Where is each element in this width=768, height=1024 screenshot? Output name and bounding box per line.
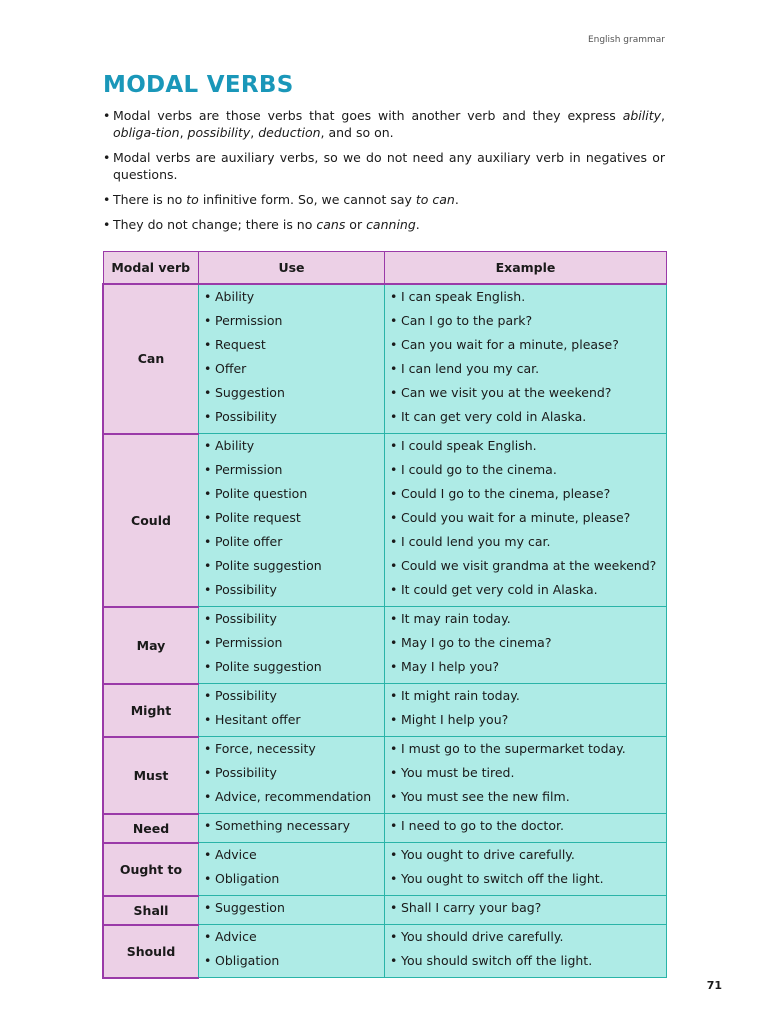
example-item: • Can I go to the park? [390, 311, 666, 335]
example-cell [385, 737, 667, 814]
example-item: • I need to go to the doctor. [390, 816, 666, 840]
use-cell [199, 684, 385, 737]
example-item: • I must go to the supermarket today. [390, 739, 666, 763]
example-item: • I could lend you my car. [390, 532, 666, 556]
table-row [103, 434, 667, 607]
example-item: • You must be tired. [390, 763, 666, 787]
table-row [103, 607, 667, 684]
use-item: • Something necessary [204, 816, 384, 840]
example-item: • May I go to the cinema? [390, 633, 666, 657]
example-item: • You should switch off the light. [390, 951, 666, 975]
use-list [199, 607, 384, 683]
example-list [385, 607, 666, 683]
modal-verb-cell: Might [103, 684, 199, 737]
use-item: • Advice, recommendation [204, 787, 384, 811]
page-title: MODAL VERBS [103, 72, 294, 98]
modal-verb-cell: Can [103, 284, 199, 434]
example-item: • Could we visit grandma at the weekend? [390, 556, 666, 580]
example-item: • You should drive carefully. [390, 927, 666, 951]
use-item: • Ability [204, 436, 384, 460]
use-item: • Possibility [204, 407, 384, 431]
use-item: • Polite offer [204, 532, 384, 556]
example-cell [385, 434, 667, 607]
example-cell [385, 843, 667, 896]
example-item: • Can we visit you at the weekend? [390, 383, 666, 407]
intro-emphasis: possibility [187, 125, 251, 140]
example-list [385, 814, 666, 842]
modal-verb-cell: Must [103, 737, 199, 814]
modal-verb-cell: Could [103, 434, 199, 607]
modal-verb-cell: Should [103, 925, 199, 978]
table-row [103, 284, 667, 434]
use-item: • Possibility [204, 580, 384, 604]
example-item: • You ought to drive carefully. [390, 845, 666, 869]
use-item: • Advice [204, 845, 384, 869]
table-row [103, 737, 667, 814]
use-item: • Ability [204, 287, 384, 311]
example-cell [385, 925, 667, 978]
use-item: • Permission [204, 460, 384, 484]
use-item: • Permission [204, 633, 384, 657]
table-body [103, 284, 667, 978]
intro-text: They do not change; there is no [113, 217, 317, 232]
example-item: • Could I go to the cinema, please? [390, 484, 666, 508]
use-cell [199, 814, 385, 843]
intro-bullet [103, 107, 665, 141]
example-cell [385, 284, 667, 434]
running-header: English grammar [587, 35, 665, 45]
example-cell [385, 684, 667, 737]
use-item: • Obligation [204, 951, 384, 975]
example-item: • It can get very cold in Alaska. [390, 407, 666, 431]
intro-text: or [345, 217, 367, 232]
intro-emphasis: to [186, 192, 199, 207]
use-cell [199, 434, 385, 607]
use-list [199, 737, 384, 813]
modal-verbs-table [102, 251, 667, 979]
use-item: • Request [204, 335, 384, 359]
use-item: • Possibility [204, 763, 384, 787]
intro-text: Modal verbs are auxiliary verbs, so we do not need any auxiliary verb in negatives or questions. [113, 150, 665, 182]
use-list [199, 285, 384, 433]
intro-text: infinitive form. So, we cannot say [198, 192, 416, 207]
table-row [103, 843, 667, 896]
use-list [199, 896, 384, 924]
intro-emphasis: obliga-tion [113, 125, 180, 140]
intro-bullet [103, 191, 665, 208]
modal-verb-cell: Ought to [103, 843, 199, 896]
use-item: • Offer [204, 359, 384, 383]
use-item: • Suggestion [204, 383, 384, 407]
use-item: • Force, necessity [204, 739, 384, 763]
example-item: • Shall I carry your bag? [390, 898, 666, 922]
intro-text: . [454, 192, 459, 207]
header-use: Use [199, 252, 385, 285]
example-item: • You must see the new film. [390, 787, 666, 811]
intro-text: , [250, 125, 259, 140]
use-item: • Hesitant offer [204, 710, 384, 734]
use-list [199, 925, 384, 977]
example-list [385, 737, 666, 813]
use-list [199, 684, 384, 736]
modal-verb-cell: Need [103, 814, 199, 843]
intro-text: , and so on. [320, 125, 394, 140]
intro-bullet [103, 149, 665, 183]
table-row [103, 814, 667, 843]
example-item: • Can you wait for a minute, please? [390, 335, 666, 359]
example-item: • May I help you? [390, 657, 666, 681]
example-cell [385, 814, 667, 843]
intro-text: , [179, 125, 188, 140]
intro-bullet-list [103, 107, 665, 241]
header-example: Example [385, 252, 667, 285]
modal-verb-cell: May [103, 607, 199, 684]
use-cell [199, 925, 385, 978]
use-item: • Suggestion [204, 898, 384, 922]
example-item: • You ought to switch off the light. [390, 869, 666, 893]
use-list [199, 814, 384, 842]
use-cell [199, 896, 385, 925]
use-item: • Polite question [204, 484, 384, 508]
use-item: • Possibility [204, 686, 384, 710]
example-item: • It may rain today. [390, 609, 666, 633]
intro-emphasis: deduction [258, 125, 321, 140]
intro-emphasis: canning [366, 217, 416, 232]
use-cell [199, 843, 385, 896]
use-list [199, 843, 384, 895]
use-item: • Advice [204, 927, 384, 951]
example-item: • It might rain today. [390, 686, 666, 710]
intro-emphasis: to can [415, 192, 455, 207]
header-modal-verb: Modal verb [103, 252, 199, 285]
intro-text: . [415, 217, 420, 232]
use-item: • Polite request [204, 508, 384, 532]
example-list [385, 843, 666, 895]
use-item: • Polite suggestion [204, 657, 384, 681]
example-item: • I could speak English. [390, 436, 666, 460]
example-item: • I can speak English. [390, 287, 666, 311]
intro-text: Modal verbs are those verbs that goes with another verb and they express [113, 108, 623, 123]
table-row [103, 896, 667, 925]
example-list [385, 285, 666, 433]
table-header-row [103, 252, 667, 285]
example-list [385, 684, 666, 736]
example-list [385, 925, 666, 977]
use-cell [199, 607, 385, 684]
example-cell [385, 896, 667, 925]
use-list [199, 434, 384, 606]
use-cell [199, 284, 385, 434]
intro-emphasis: ability [622, 108, 662, 123]
example-list [385, 896, 666, 924]
use-item: • Possibility [204, 609, 384, 633]
example-list [385, 434, 666, 606]
example-item: • Might I help you? [390, 710, 666, 734]
example-item: • I could go to the cinema. [390, 460, 666, 484]
intro-text: , [661, 108, 665, 123]
example-item: • Could you wait for a minute, please? [390, 508, 666, 532]
intro-bullet [103, 216, 665, 233]
use-item: • Permission [204, 311, 384, 335]
intro-text: There is no [113, 192, 187, 207]
use-cell [199, 737, 385, 814]
modal-verb-cell: Shall [103, 896, 199, 925]
table-row [103, 925, 667, 978]
intro-emphasis: cans [316, 217, 346, 232]
page-number: 71 [706, 979, 722, 992]
example-cell [385, 607, 667, 684]
use-item: • Obligation [204, 869, 384, 893]
use-item: • Polite suggestion [204, 556, 384, 580]
table-row [103, 684, 667, 737]
example-item: • I can lend you my car. [390, 359, 666, 383]
example-item: • It could get very cold in Alaska. [390, 580, 666, 604]
